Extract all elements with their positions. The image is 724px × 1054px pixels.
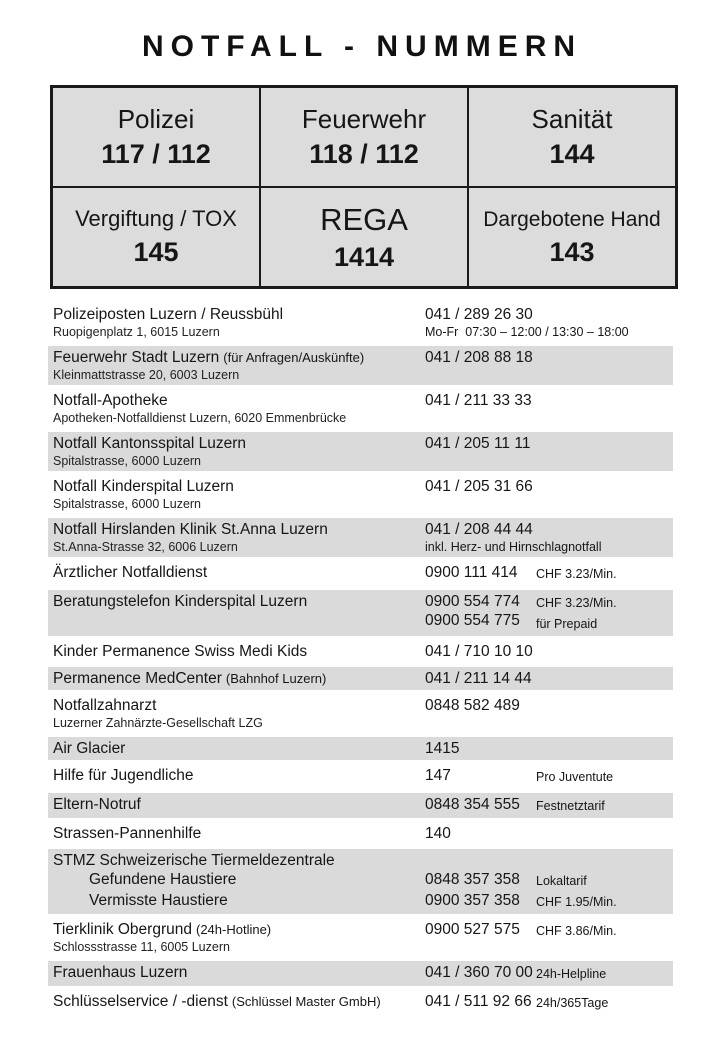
service-note: Festnetztarif <box>536 799 605 813</box>
service-phone-cell <box>425 477 536 512</box>
service-name-cell <box>48 669 425 688</box>
service-name-cell <box>48 348 425 383</box>
service-name-cell <box>48 963 425 984</box>
service-address: Schlossstrasse 11, 6005 Luzern <box>53 940 230 954</box>
directory-row <box>48 432 673 471</box>
emergency-cell <box>260 87 468 187</box>
service-name: Kinder Permanence Swiss Medi Kids <box>53 643 308 660</box>
service-name-cell <box>48 920 425 955</box>
service-name: STMZ Schweizerische Tiermeldezentrale <box>53 852 335 869</box>
service-note-cell <box>536 592 673 634</box>
service-name-cell <box>48 434 425 469</box>
directory-row <box>48 667 673 690</box>
emergency-cell-label: Vergiftung / TOX <box>75 206 237 231</box>
service-phone-cell <box>425 739 536 758</box>
service-phone: 041 / 208 88 18 <box>425 349 533 366</box>
service-note-cell <box>536 766 673 787</box>
directory-row <box>48 346 673 385</box>
service-name: Beratungstelefon Kinderspital Luzern <box>53 593 308 610</box>
emergency-cell-number: 117 / 112 <box>101 139 211 169</box>
emergency-cell-label: Polizei <box>117 104 195 134</box>
emergency-cell-label: Sanität <box>531 104 613 134</box>
service-name-detail: (Bahnhof Luzern) <box>225 671 327 686</box>
service-name-cell <box>48 391 425 426</box>
service-note-cell <box>536 963 673 984</box>
service-note: 24h-Helpline <box>536 967 607 981</box>
page-title: NOTFALL - NUMMERN <box>141 30 583 63</box>
service-name-cell <box>48 992 425 1013</box>
directory-row <box>48 640 673 663</box>
service-note-cell <box>536 739 673 758</box>
service-name: Notfall Hirslanden Klinik St.Anna Luzern <box>53 521 328 538</box>
service-note: Pro Juventute <box>536 770 614 784</box>
service-phone-cell <box>425 520 602 555</box>
emergency-cell <box>468 87 676 187</box>
directory-row <box>48 561 673 586</box>
service-sub-item <box>48 870 673 891</box>
service-phone: 140 <box>425 825 451 842</box>
service-phone-note: Mo-Fr 07:30 – 12:00 / 13:30 – 18:00 <box>425 325 629 339</box>
directory-row <box>48 793 673 818</box>
sub-item-note: CHF 1.95/Min. <box>536 895 617 909</box>
service-address: St.Anna-Strasse 32, 6006 Luzern <box>53 540 238 554</box>
directory-row <box>48 303 673 342</box>
service-phone-cell <box>425 563 536 584</box>
service-phone-cell <box>425 348 536 383</box>
service-phone-2: 0900 554 775 <box>425 612 520 629</box>
service-phone-cell <box>425 642 536 661</box>
service-phone-cell <box>425 824 536 843</box>
service-name-cell <box>48 795 425 816</box>
service-note-cell <box>536 348 673 383</box>
service-phone: 041 / 205 31 66 <box>425 478 533 495</box>
service-name-cell <box>48 739 425 758</box>
service-name: Notfallzahnarzt <box>53 697 157 714</box>
directory-row <box>48 918 673 957</box>
service-note-cell <box>536 992 673 1013</box>
directory-row <box>48 518 673 557</box>
service-name: Tierklinik Obergrund <box>53 921 192 938</box>
service-phone-cell <box>425 920 536 955</box>
service-name: Eltern-Notruf <box>53 796 141 813</box>
service-address: Kleinmattstrasse 20, 6003 Luzern <box>53 368 240 382</box>
service-note-cell <box>536 563 673 584</box>
service-address: Spitalstrasse, 6000 Luzern <box>53 497 202 511</box>
sub-item-phone: 0848 357 358 <box>425 871 520 888</box>
service-phone-cell <box>425 766 536 787</box>
service-name: Feuerwehr Stadt Luzern <box>53 349 220 366</box>
directory-row <box>48 389 673 428</box>
service-name: Schlüsselservice / -dienst <box>53 993 228 1010</box>
service-phone: 0848 582 489 <box>425 697 520 714</box>
directory-row <box>48 475 673 514</box>
service-sub-item <box>48 891 673 912</box>
service-name: Hilfe für Jugendliche <box>53 767 194 784</box>
service-name-detail: (Schlüssel Master GmbH) <box>231 994 381 1009</box>
directory-row <box>48 694 673 733</box>
service-note-cell <box>536 795 673 816</box>
service-note-cell <box>536 391 673 426</box>
service-name-cell <box>48 824 425 843</box>
service-phone: 041 / 511 92 66 <box>425 993 532 1010</box>
service-phone: 1415 <box>425 740 460 757</box>
service-note-cell <box>536 434 673 469</box>
service-note-2: für Prepaid <box>536 617 598 631</box>
service-note-cell <box>536 669 673 688</box>
sub-item-phone: 0900 357 358 <box>425 892 520 909</box>
directory-row <box>48 849 673 914</box>
emergency-cell <box>52 187 260 287</box>
service-name: Frauenhaus Luzern <box>53 964 188 981</box>
service-note-cell <box>536 642 673 661</box>
service-name-detail: (24h-Hotline) <box>195 922 272 937</box>
directory-row <box>48 764 673 789</box>
service-phone: 0900 111 414 <box>425 564 518 581</box>
service-note-cell <box>536 520 673 555</box>
service-note: 24h/365Tage <box>536 996 609 1010</box>
service-name-cell <box>48 563 425 584</box>
service-note: CHF 3.23/Min. <box>536 567 617 581</box>
emergency-cell-number: 1414 <box>333 241 395 272</box>
service-note-cell <box>536 305 673 340</box>
emergency-cell-number: 143 <box>549 236 595 267</box>
service-name-cell <box>48 851 425 870</box>
service-note-cell <box>536 696 673 731</box>
service-note-cell <box>536 920 673 955</box>
service-address: Luzerner Zahnärzte-Gesellschaft LZG <box>53 716 263 730</box>
service-note: CHF 3.23/Min. <box>536 596 617 610</box>
directory-row <box>48 822 673 845</box>
service-name: Notfall-Apotheke <box>53 392 168 409</box>
service-name-detail: (für Anfragen/Auskünfte) <box>223 350 365 365</box>
service-phone: 041 / 289 26 30 <box>425 306 533 323</box>
service-phone-cell <box>425 992 536 1013</box>
directory-row <box>48 737 673 760</box>
directory-row <box>48 961 673 986</box>
emergency-cell-label: REGA <box>320 201 408 237</box>
service-phone-cell <box>425 434 536 469</box>
directory-row <box>48 590 673 636</box>
service-name-cell <box>48 592 425 634</box>
service-phone-cell <box>425 592 536 634</box>
sub-item-label: Gefundene Haustiere <box>89 871 237 888</box>
service-name: Notfall Kantonsspital Luzern <box>53 435 247 452</box>
service-phone: 041 / 710 10 10 <box>425 643 533 660</box>
service-name-cell <box>48 520 425 555</box>
service-name-cell <box>48 642 425 661</box>
directory-row <box>48 990 673 1015</box>
emergency-cell <box>52 87 260 187</box>
service-name: Ärztlicher Notfalldienst <box>53 564 208 581</box>
service-name: Notfall Kinderspital Luzern <box>53 478 234 495</box>
service-phone: 041 / 211 33 33 <box>425 392 532 409</box>
service-phone-cell <box>425 305 629 340</box>
service-note-cell <box>536 851 673 870</box>
service-name: Permanence MedCenter <box>53 670 222 687</box>
service-phone: 041 / 208 44 44 <box>425 521 533 538</box>
service-phone: 147 <box>425 767 451 784</box>
service-phone: 041 / 360 70 00 <box>425 964 533 981</box>
emergency-cell <box>468 187 676 287</box>
emergency-cell-label: Feuerwehr <box>301 104 427 134</box>
service-name-cell <box>48 305 425 340</box>
service-phone: 0900 554 774 <box>425 593 520 610</box>
service-address: Apotheken-Notfalldienst Luzern, 6020 Emmenbrücke <box>53 411 347 425</box>
directory-list <box>48 303 673 1015</box>
service-address: Ruopigenplatz 1, 6015 Luzern <box>53 325 220 339</box>
service-note-cell <box>536 824 673 843</box>
service-phone-cell <box>425 669 536 688</box>
emergency-cell-number: 145 <box>133 237 179 267</box>
service-phone: 041 / 211 14 44 <box>425 670 532 687</box>
service-name-cell <box>48 766 425 787</box>
service-phone: 0900 527 575 <box>425 921 520 938</box>
service-phone-cell <box>425 696 536 731</box>
emergency-cell-number: 118 / 112 <box>309 139 419 169</box>
service-phone-note: inkl. Herz- und Hirnschlagnotfall <box>425 540 602 554</box>
service-sub-items <box>48 870 673 912</box>
service-note-cell <box>536 477 673 512</box>
emergency-table <box>50 85 678 289</box>
service-phone: 0848 354 555 <box>425 796 520 813</box>
emergency-cell-number: 144 <box>549 139 595 169</box>
service-note: CHF 3.86/Min. <box>536 924 617 938</box>
sub-item-note: Lokaltarif <box>536 874 587 888</box>
emergency-cell <box>260 187 468 287</box>
emergency-cell-label: Dargebotene Hand <box>483 207 661 231</box>
service-name: Air Glacier <box>53 740 126 757</box>
service-phone-cell <box>425 391 536 426</box>
service-address: Spitalstrasse, 6000 Luzern <box>53 454 202 468</box>
service-phone-cell <box>425 795 536 816</box>
sub-item-label: Vermisste Haustiere <box>89 892 228 909</box>
service-phone-cell <box>425 963 536 984</box>
service-phone-cell <box>425 851 536 870</box>
service-name: Polizeiposten Luzern / Reussbühl <box>53 306 284 323</box>
service-phone: 041 / 205 11 11 <box>425 435 531 452</box>
service-name-cell <box>48 477 425 512</box>
service-name: Strassen-Pannenhilfe <box>53 825 202 842</box>
service-name-cell <box>48 696 425 731</box>
